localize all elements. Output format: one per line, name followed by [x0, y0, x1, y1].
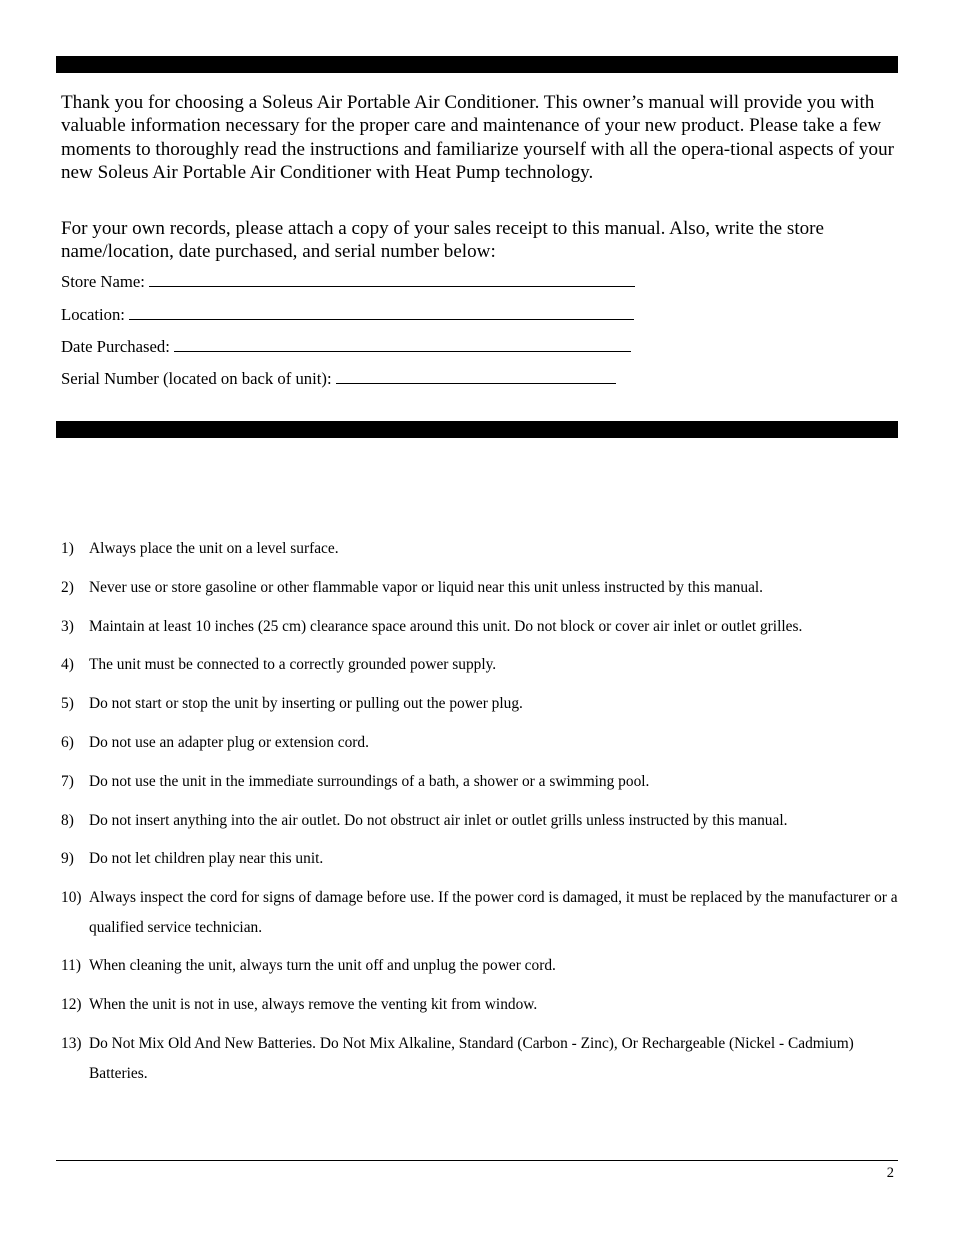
- list-item: 9) Do not let children play near this unit.: [61, 850, 324, 868]
- store-name-field: [61, 272, 635, 292]
- list-item: 11) When cleaning the unit, always turn the unit off and unplug the power cord.: [61, 957, 556, 975]
- page-number: 2: [886, 1165, 894, 1181]
- serial-number-label: Serial Number (located on back of unit):: [61, 369, 332, 388]
- list-item: 5) Do not start or stop the unit by inserting or pulling out the power plug.: [61, 695, 523, 713]
- list-item: 12) When the unit is not in use, always remove the venting kit from window.: [61, 996, 538, 1014]
- serial-number-field: [61, 369, 616, 389]
- location-field: [61, 305, 634, 325]
- date-purchased-blank-line: [174, 337, 631, 352]
- footer-divider: [56, 1160, 898, 1161]
- section-header-bar-top: [56, 56, 898, 73]
- date-purchased-field: [61, 337, 631, 357]
- list-item: 2) Never use or store gasoline or other flammable vapor or liquid near this unit unless instructed by this manual.: [61, 578, 764, 596]
- safety-instructions-list: [61, 534, 901, 1097]
- store-name-blank-line: [149, 272, 635, 287]
- serial-number-blank-line: [336, 369, 616, 384]
- location-label: Location:: [61, 305, 125, 324]
- date-purchased-label: Date Purchased:: [61, 337, 170, 356]
- section-header-bar-safety: [56, 421, 898, 438]
- location-blank-line: [129, 305, 634, 320]
- list-item: 1) Always place the unit on a level surface.: [61, 540, 339, 557]
- list-item: 3) Maintain at least 10 inches (25 cm) clearance space around this unit. Do not block or cover air inlet or outlet grilles.: [61, 617, 803, 635]
- list-item: 10) Always inspect the cord for signs of damage before use. If the power cord is damaged, it must be replaced by the manufacturer or a qualified service technician.: [61, 889, 898, 936]
- list-item: 7) Do not use the unit in the immediate surroundings of a bath, a shower or a swimming pool.: [61, 772, 650, 790]
- records-paragraph: For your own records, please attach a copy of your sales receipt to this manual. Also, write the store name/location, date purchased, and serial number below:: [61, 218, 825, 263]
- store-name-label: Store Name:: [61, 272, 145, 291]
- list-item: 13) Do Not Mix Old And New Batteries. Do Not Mix Alkaline, Standard (Carbon - Zinc), Or Rechargeable (Nickel - Cadmium) Batteries.: [61, 1035, 854, 1082]
- list-item: 4) The unit must be connected to a correctly grounded power supply.: [61, 656, 497, 674]
- list-item: 6) Do not use an adapter plug or extension cord.: [61, 733, 369, 751]
- intro-paragraph: Thank you for choosing a Soleus Air Portable Air Conditioner. This owner’s manual will provide you with valuable information necessary for the proper care and maintenance of your new product. Please take a few moments to thoroughly read the instructions and familiarize yourself with all the opera-tional aspects of your new Soleus Air Portable Air Conditioner with Heat Pump technology.: [61, 92, 895, 183]
- list-item: 8) Do not insert anything into the air outlet. Do not obstruct air inlet or outlet grills unless instructed by this manual.: [61, 811, 788, 829]
